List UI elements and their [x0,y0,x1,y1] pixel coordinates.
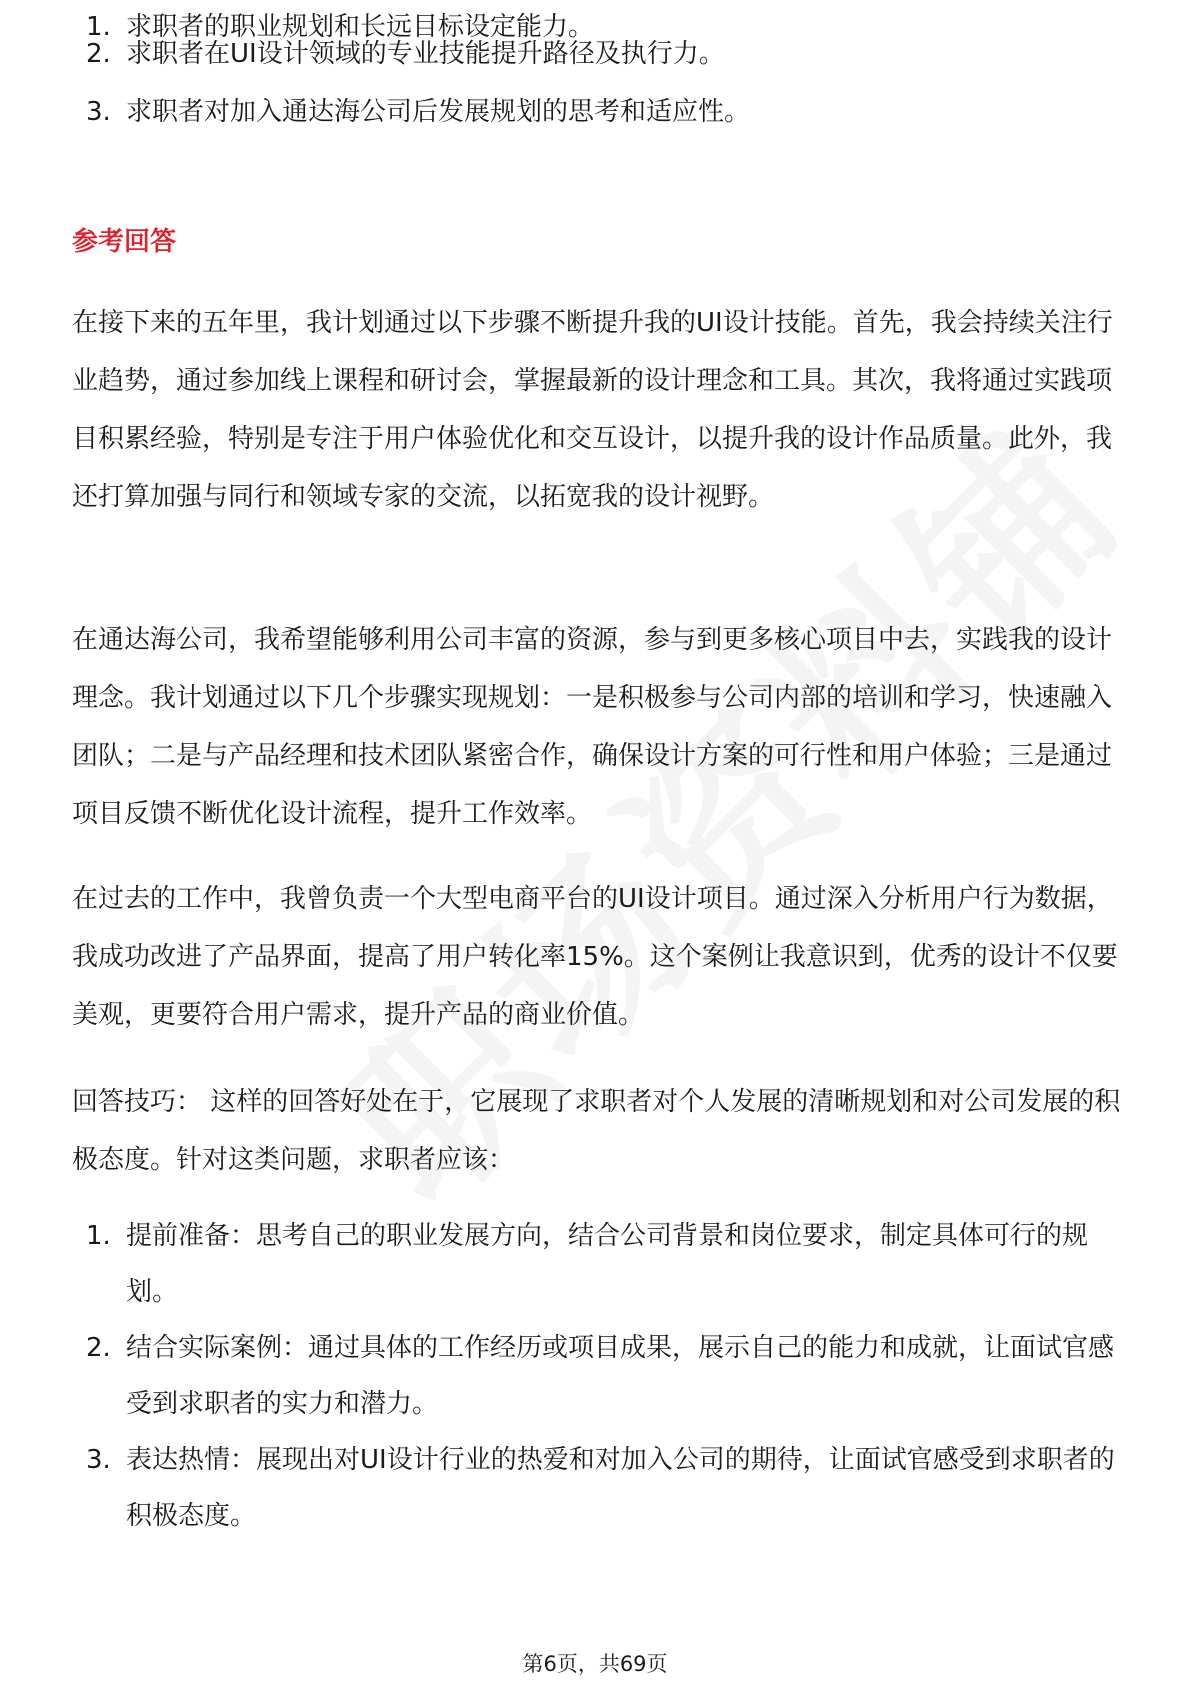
page-number-footer: 第6页，共69页 [522,1652,668,1676]
list-item [72,1320,1122,1432]
list-item [72,25,1122,83]
list-number: 1. [86,1221,111,1251]
assessment-points-list [72,12,1122,141]
list-number: 2. [86,39,111,69]
tips-list [72,1208,1122,1544]
list-item [72,83,1122,141]
list-item-text: 结合实际案例：通过具体的工作经历或项目成果，展示自己的能力和成就，让面试官感受到求职者的实力和潜力。 [126,1333,1115,1419]
list-number: 1. [86,12,111,42]
list-item-text: 提前准备：思考自己的职业发展方向，结合公司背景和岗位要求，制定具体可行的规划。 [126,1221,1089,1307]
answer-heading: 参考回答 [72,227,177,257]
answer-paragraph: 在过去的工作中，我曾负责一个大型电商平台的UI设计项目。通过深入分析用户行为数据，我成功改进了产品界面，提高了用户转化率15%。这个案例让我意识到，优秀的设计不仅要美观，更要符合用户需求，提升产品的商业价值。 [72,884,1118,1030]
answer-paragraph: 在接下来的五年里，我计划通过以下步骤不断提升我的UI设计技能。首先，我会持续关注行业趋势，通过参加线上课程和研讨会，掌握最新的设计理念和工具。其次，我将通过实践项目积累经验，特别是专注于用户体验优化和交互设计，以提升我的设计作品质量。此外，我还打算加强与同行和领域专家的交流，以拓宽我的设计视野。 [72,308,1113,512]
list-item-text: 求职者对加入通达海公司后发展规划的思考和适应性。 [126,97,751,127]
list-item-text: 求职者的职业规划和长远目标设定能力。 [126,12,595,42]
list-number: 3. [86,1445,111,1475]
list-item [72,1208,1122,1320]
list-item [72,0,1122,42]
list-number: 2. [86,1333,111,1363]
list-item-text: 表达热情：展现出对UI设计行业的热爱和对加入公司的期待，让面试官感受到求职者的积极态度。 [126,1445,1115,1531]
answer-paragraph: 在通达海公司，我希望能够利用公司丰富的资源，参与到更多核心项目中去，实践我的设计理念。我计划通过以下几个步骤实现规划：一是积极参与公司内部的培训和学习，快速融入团队；二是与产品经理和技术团队紧密合作，确保设计方案的可行性和用户体验；三是通过项目反馈不断优化设计流程，提升工作效率。 [72,625,1113,829]
list-item [72,1432,1122,1544]
tips-intro-paragraph: 回答技巧： 这样的回答好处在于，它展现了求职者对个人发展的清晰规划和对公司发展的积极态度。针对这类问题，求职者应该： [72,1087,1121,1175]
list-item-text: 求职者在UI设计领域的专业技能提升路径及执行力。 [126,39,725,69]
list-number: 3. [86,97,111,127]
